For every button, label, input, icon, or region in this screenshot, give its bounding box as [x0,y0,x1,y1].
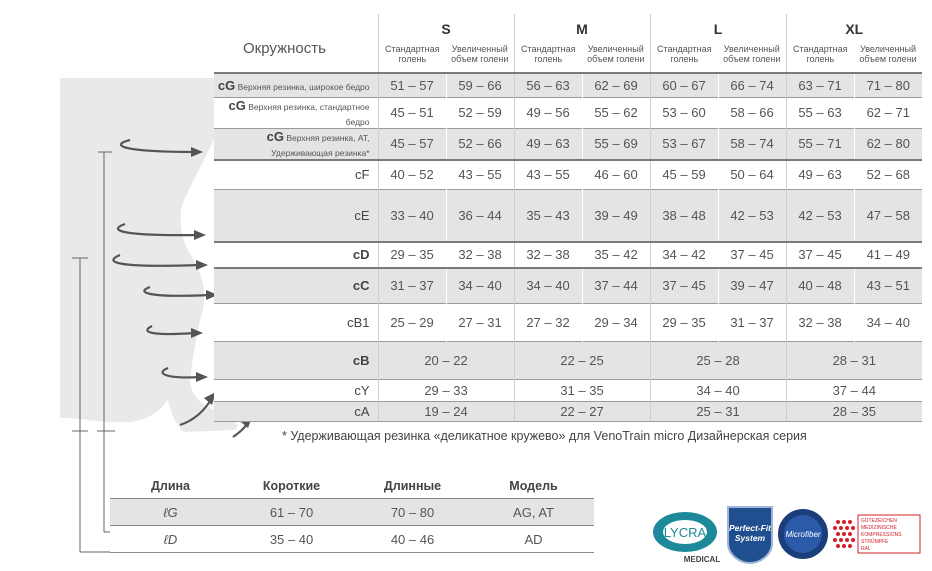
size-cell: 31 – 37 [378,268,446,304]
subheader-standard: Стандартная голень [378,44,446,73]
size-cell: 41 – 49 [854,242,922,268]
row-code: cY [354,383,370,398]
short-header: Короткие [262,479,321,493]
size-cell: 37 – 44 [582,268,650,304]
size-cell: 62 – 71 [854,97,922,128]
row-label [214,402,378,422]
leg-silhouette [60,78,237,432]
size-cell: 28 – 31 [786,342,922,380]
length-short: 35 – 40 [231,526,352,553]
circumference-title: Окружность [243,40,326,57]
row-label [214,73,378,97]
size-cell: 37 – 44 [786,380,922,402]
size-row-ca [214,402,922,422]
size-cell: 62 – 80 [854,128,922,160]
length-long: 70 – 80 [352,499,473,526]
size-cell: 49 – 63 [786,160,854,190]
row-code: cE [354,207,370,223]
size-cell: 29 – 35 [378,242,446,268]
size-cell: 49 – 56 [514,97,582,128]
size-cell: 27 – 31 [446,304,514,342]
size-cell: 25 – 29 [378,304,446,342]
size-cell: 34 – 40 [650,380,786,402]
size-cell: 40 – 48 [786,268,854,304]
row-label [214,342,378,380]
size-cell: 28 – 35 [786,402,922,422]
size-cell: 34 – 42 [650,242,718,268]
size-row-cb [214,342,922,380]
size-cell: 34 – 40 [514,268,582,304]
subheader-enlarged: Увеличенный объем голени [451,44,509,64]
size-header-xl: XL [786,14,922,44]
size-cell: 29 – 35 [650,304,718,342]
subheader-enlarged: Увеличенный объем голени [723,44,781,64]
size-cell: 59 – 66 [446,73,514,97]
size-cell: 50 – 64 [718,160,786,190]
size-cell: 35 – 42 [582,242,650,268]
cert-line: RAL [861,546,871,552]
length-header-row [110,474,594,499]
size-row-cd [214,242,922,268]
size-row-cg [214,128,922,160]
size-cell: 38 – 48 [650,190,718,242]
row-code: cC [352,278,370,294]
row-label [214,160,378,190]
cert-line: STRÜMPFE [861,539,889,545]
size-cell: 45 – 51 [378,97,446,128]
row-label [214,304,378,342]
size-cell: 37 – 45 [718,242,786,268]
size-cell: 47 – 58 [854,190,922,242]
size-cell: 35 – 43 [514,190,582,242]
length-table [110,474,594,553]
subheader-enlarged: Увеличенный объем голени [587,44,645,64]
size-cell: 34 – 40 [854,304,922,342]
size-cell: 60 – 67 [650,73,718,97]
size-cell: 20 – 22 [378,342,514,380]
row-label [214,268,378,304]
size-cell: 34 – 40 [446,268,514,304]
size-cell: 31 – 35 [514,380,650,402]
row-label [214,128,378,160]
size-cell: 66 – 74 [718,73,786,97]
size-cell: 29 – 33 [378,380,514,402]
perfect-fit-logo [724,503,776,565]
size-row-cg [214,97,922,128]
size-cell: 32 – 38 [446,242,514,268]
size-cell: 42 – 53 [718,190,786,242]
size-cell: 52 – 66 [446,128,514,160]
size-cell: 42 – 53 [786,190,854,242]
size-header-s: S [378,14,514,44]
size-table-body [214,73,922,422]
row-code: cG [217,77,236,93]
size-cell: 52 – 59 [446,97,514,128]
subheader-standard: Стандартная голень [650,44,718,73]
cert-line: GÜTEZEICHEN [861,518,897,524]
size-cell: 37 – 45 [786,242,854,268]
row-label [214,97,378,128]
ral-certification-logo [830,514,922,554]
row-code: cF [355,167,370,183]
row-description: Верхняя резинка, стандартное бедро [245,101,370,127]
size-cell: 43 – 55 [514,160,582,190]
size-cell: 45 – 59 [650,160,718,190]
row-code: cB [352,353,370,368]
size-cell: 25 – 31 [650,402,786,422]
size-cell: 51 – 57 [378,73,446,97]
size-cell: 55 – 62 [582,97,650,128]
size-cell: 22 – 27 [514,402,650,422]
microfiber-text: Microfiber [785,530,821,539]
length-short: 61 – 70 [231,499,352,526]
row-description: Верхняя резинка, широкое бедро [235,81,370,92]
size-cell: 55 – 71 [786,128,854,160]
row-label [214,380,378,402]
size-cell: 56 – 63 [514,73,582,97]
size-cell: 39 – 49 [582,190,650,242]
cert-line: KOMPRESSIONS [861,532,902,538]
length-row [110,499,594,526]
row-code: cG [266,128,284,144]
model-header: Модель [509,479,558,493]
size-cell: 55 – 69 [582,128,650,160]
size-cell: 55 – 63 [786,97,854,128]
lycra-medical-text: MEDICAL [683,555,721,564]
row-description: Верхняя резинка, AT, Удерживающая резинка* [271,132,370,158]
length-header: Длина [150,479,191,493]
size-cell: 40 – 52 [378,160,446,190]
size-table [214,14,922,422]
size-cell: 27 – 32 [514,304,582,342]
subheader-enlarged: Увеличенный объем голени [859,44,917,64]
size-cell: 45 – 57 [378,128,446,160]
row-code: cG [228,97,246,113]
size-cell: 25 – 28 [650,342,786,380]
size-row-cy [214,380,922,402]
size-cell: 39 – 47 [718,268,786,304]
size-cell: 33 – 40 [378,190,446,242]
size-row-cb1 [214,304,922,342]
size-cell: 49 – 63 [514,128,582,160]
subheader-standard: Стандартная голень [786,44,854,73]
perfect-fit-text: Perfect-Fit [728,523,772,533]
size-cell: 62 – 69 [582,73,650,97]
size-cell: 52 – 68 [854,160,922,190]
size-cell: 29 – 34 [582,304,650,342]
size-header-l: L [650,14,786,44]
size-cell: 53 – 67 [650,128,718,160]
size-cell: 32 – 38 [786,304,854,342]
size-cell: 31 – 37 [718,304,786,342]
size-cell: 71 – 80 [854,73,922,97]
row-code: cD [352,247,370,262]
length-model: AD [473,526,594,553]
length-code: ℓD [110,526,231,553]
long-header: Длинные [383,479,442,493]
size-cell: 46 – 60 [582,160,650,190]
size-cell: 58 – 66 [718,97,786,128]
length-model: AG, AT [473,499,594,526]
lycra-logo [652,506,722,566]
row-code: cB1 [347,315,370,330]
cert-line: MEDIZINISCHE [861,525,897,531]
length-code: ℓG [110,499,231,526]
size-row-cf [214,160,922,190]
size-cell: 43 – 55 [446,160,514,190]
size-cell: 63 – 71 [786,73,854,97]
subheader-row [214,44,922,73]
size-cell: 43 – 51 [854,268,922,304]
size-cell: 22 – 25 [514,342,650,380]
footnote: * Удерживающая резинка «деликатное кружево» для VenoTrain micro Дизайнерская серия [282,429,807,443]
length-long: 40 – 46 [352,526,473,553]
subheader-standard: Стандартная голень [514,44,582,73]
lycra-text: LYCRA [663,525,707,540]
size-cell: 32 – 38 [514,242,582,268]
size-header-m: M [514,14,650,44]
size-row-ce [214,190,922,242]
row-label [214,190,378,242]
row-label [214,242,378,268]
size-cell: 53 – 60 [650,97,718,128]
microfiber-logo [777,506,829,562]
size-row-cc [214,268,922,304]
length-row [110,526,594,553]
perfect-fit-system-text: System [734,533,766,543]
size-cell: 58 – 74 [718,128,786,160]
size-row-cg [214,73,922,97]
size-cell: 37 – 45 [650,268,718,304]
row-code: cA [354,404,370,419]
size-cell: 36 – 44 [446,190,514,242]
size-cell: 19 – 24 [378,402,514,422]
size-header-row [214,14,922,44]
